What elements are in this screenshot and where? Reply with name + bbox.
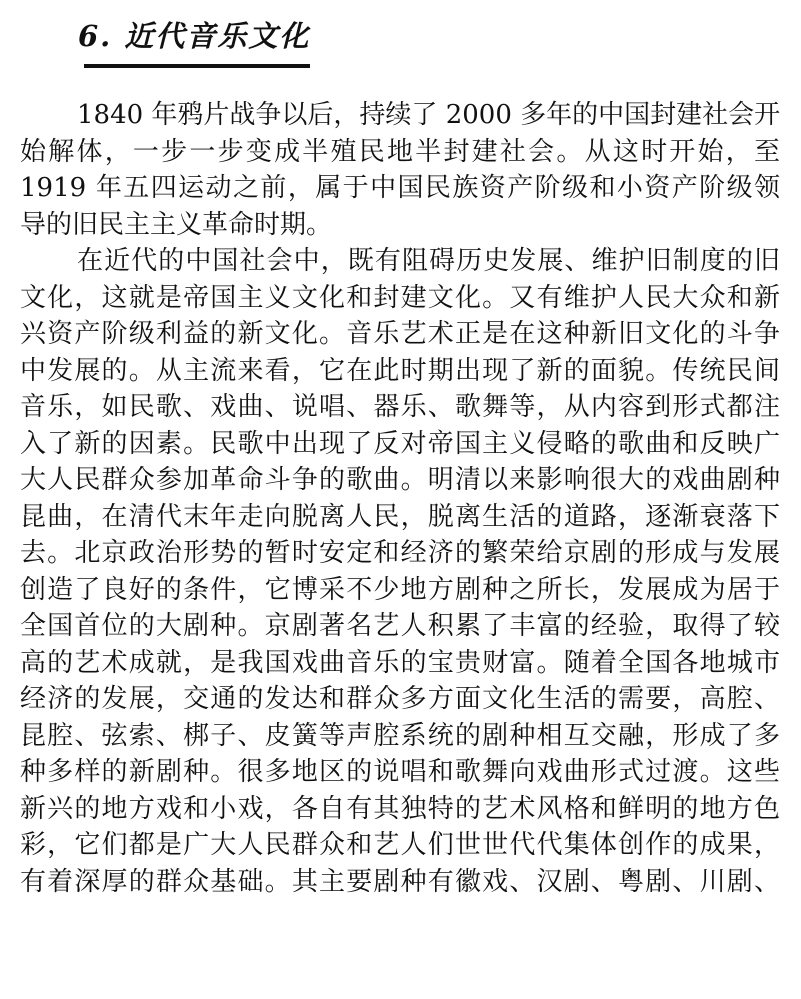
body-text [20, 97, 780, 900]
text-line: 彩，它们都是广大人民群众和艺人们世世代代集体创作的成果， [20, 830, 780, 860]
text-line: 全国首位的大剧种。京剧著名艺人积累了丰富的经验，取得了较 [20, 611, 780, 641]
section-title: 6. 近代音乐文化 [78, 19, 311, 53]
text-line: 在近代的中国社会中，既有阻碍历史发展、维护旧制度的旧 [77, 246, 780, 276]
paragraph-2 [20, 243, 780, 900]
paragraph-1 [20, 97, 780, 243]
text-line: 种多样的新剧种。很多地区的说唱和歌舞向戏曲形式过渡。这些 [20, 757, 780, 787]
text-line: 文化，这就是帝国主义文化和封建文化。又有维护人民大众和新 [20, 282, 780, 313]
text-line: 经济的发展，交通的发达和群众多方面文化生活的需要，高腔、 [20, 684, 780, 714]
text-line: 1840 年鸦片战争以后，持续了 2000 多年的中国封建社会开 [77, 100, 780, 130]
text-line: 入了新的因素。民歌中出现了反对帝国主义侵略的歌曲和反映广 [20, 428, 780, 459]
title-underline [84, 64, 310, 68]
text-line: 昆曲，在清代末年走向脱离人民，脱离生活的道路，逐渐衰落下 [20, 501, 780, 532]
text-line: 兴资产阶级利益的新文化。音乐艺术正是在这种新旧文化的斗争 [20, 319, 780, 349]
text-line: 昆腔、弦索、梆子、皮簧等声腔系统的剧种相互交融，形成了多 [20, 720, 780, 751]
text-line: 导的旧民主主义革命时期。 [20, 209, 333, 240]
text-line: 中发展的。从主流来看，它在此时期出现了新的面貌。传统民间 [20, 355, 780, 386]
text-line: 大人民群众参加革命斗争的歌曲。明清以来影响很大的戏曲剧种 [20, 465, 780, 495]
text-line: 高的艺术成就，是我国戏曲音乐的宝贵财富。随着全国各地城市 [20, 647, 780, 678]
text-line: 1919 年五四运动之前，属于中国民族资产阶级和小资产阶级领 [20, 173, 780, 203]
text-line: 新兴的地方戏和小戏，各自有其独特的艺术风格和鲜明的地方色 [20, 793, 780, 824]
text-line: 去。北京政治形势的暂时安定和经济的繁荣给京剧的形成与发展 [20, 538, 780, 568]
text-line: 创造了良好的条件，它博采不少地方剧种之所长，发展成为居于 [20, 574, 780, 605]
text-line: 音乐，如民歌、戏曲、说唱、器乐、歌舞等，从内容到形式都注 [20, 392, 780, 422]
text-line: 始解体，一步一步变成半殖民地半封建社会。从这时开始，至 [20, 136, 780, 167]
text-line: 有着深厚的群众基础。其主要剧种有徽戏、汉剧、粤剧、川剧、 [20, 866, 780, 897]
